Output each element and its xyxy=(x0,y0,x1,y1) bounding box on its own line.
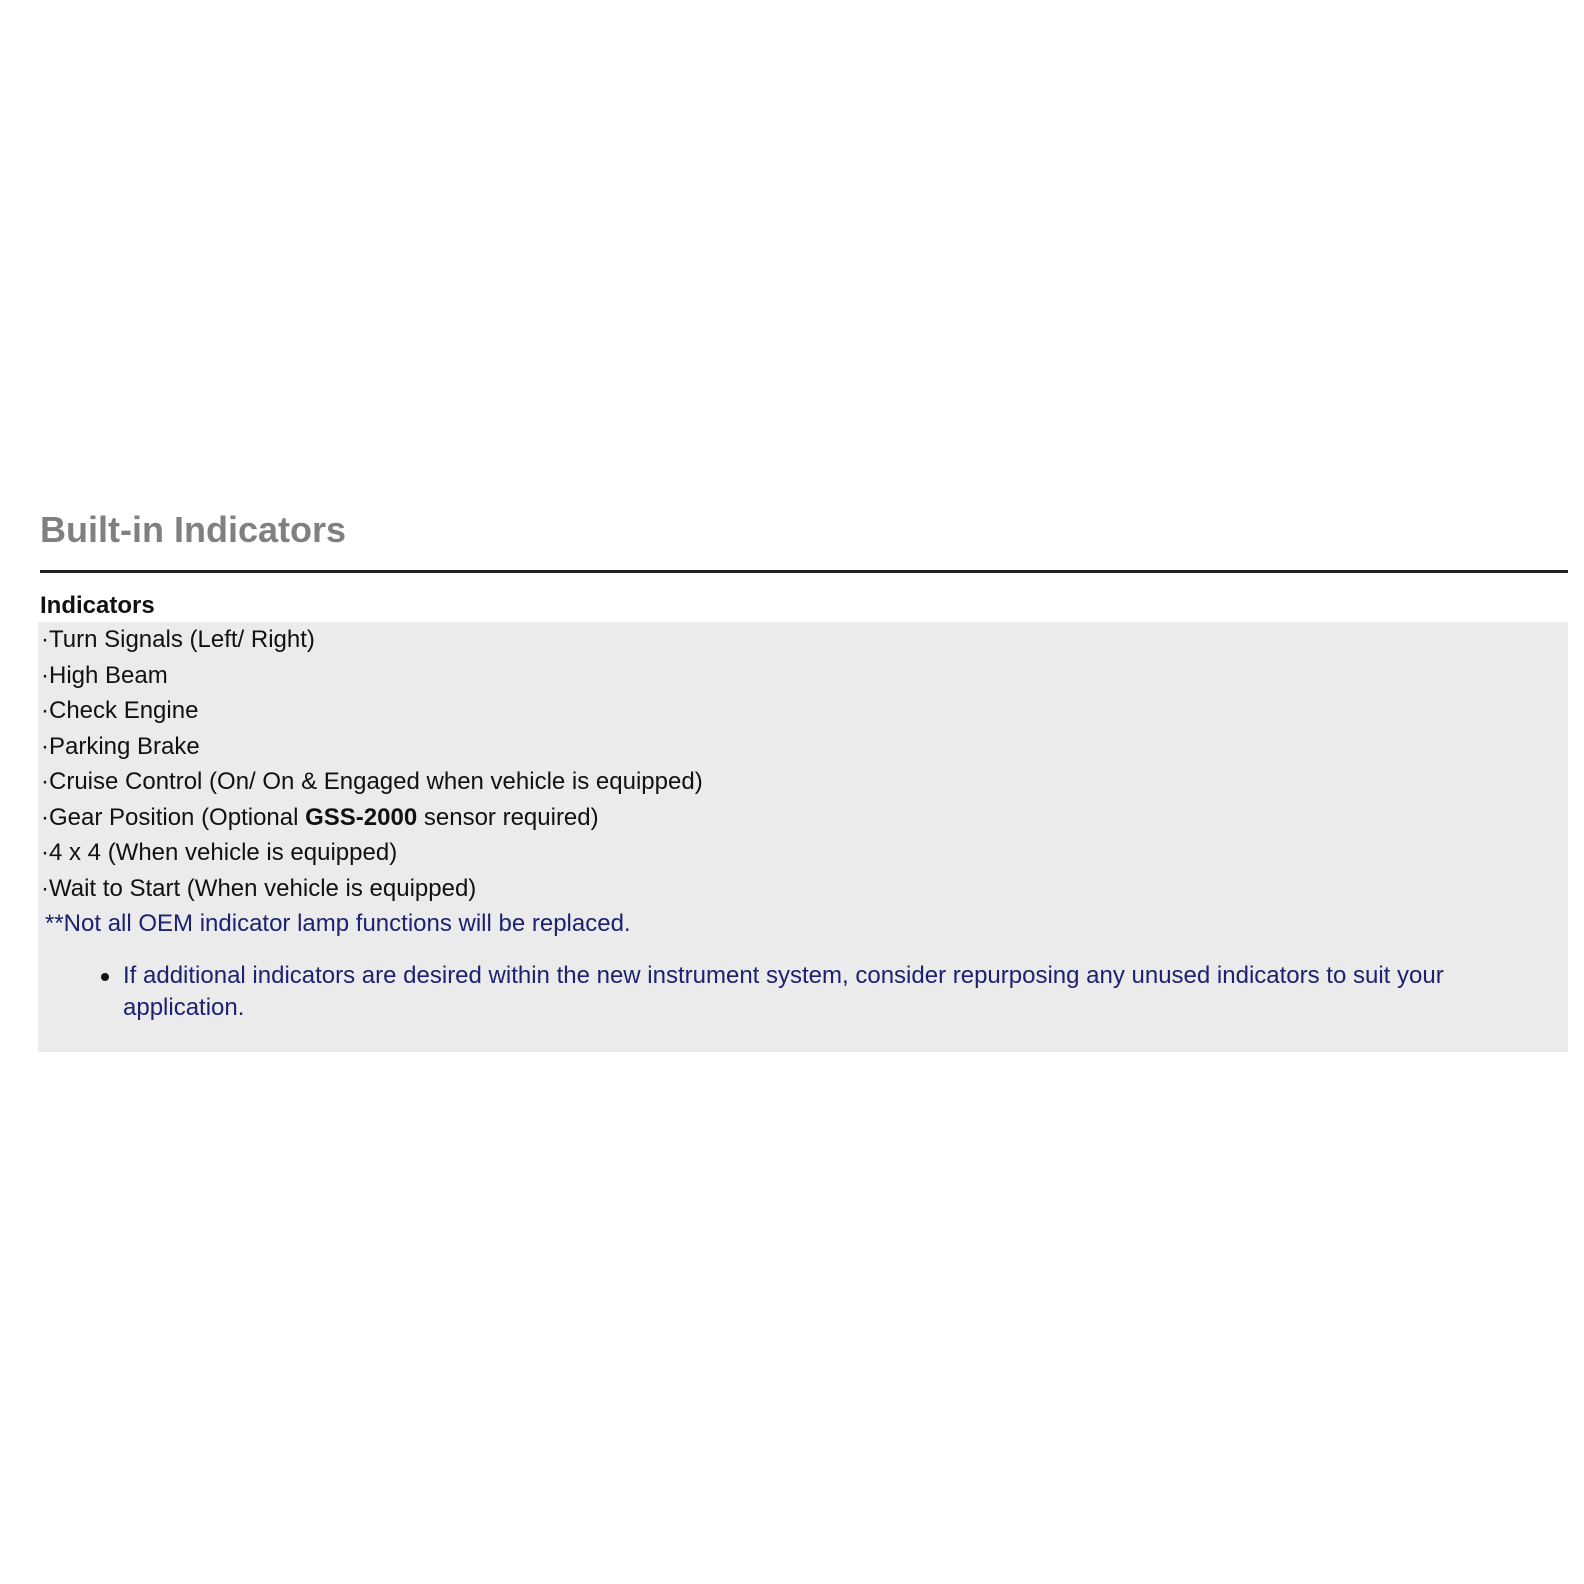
indicators-subheading: Indicators xyxy=(40,592,155,619)
indicator-text: ·Check Engine xyxy=(41,697,199,724)
indicator-item xyxy=(41,622,1568,658)
tips-list xyxy=(38,960,1568,1024)
indicator-text: ·Turn Signals (Left/ Right) xyxy=(41,626,315,653)
indicators-panel xyxy=(38,622,1568,1052)
indicator-text: ·Gear Position (Optional xyxy=(41,803,306,831)
indicator-text: ·Parking Brake xyxy=(41,732,200,760)
bullet-dot-icon xyxy=(101,973,109,981)
tip-item xyxy=(123,960,1568,1024)
replacement-note: **Not all OEM indicator lamp functions will be replaced. xyxy=(45,910,631,937)
indicator-text-suffix: sensor required) xyxy=(417,803,599,831)
indicator-text: ·4 x 4 (When vehicle is equipped) xyxy=(41,839,398,866)
indicator-text: ·High Beam xyxy=(41,661,168,689)
section-title: Built-in Indicators xyxy=(40,509,346,550)
indicator-item xyxy=(41,729,1568,765)
tip-text: If additional indicators are desired within the new instrument system, consider repurposing any unused indicators to suit your application. xyxy=(123,962,1444,1021)
sensor-model-name: GSS-2000 xyxy=(305,803,418,831)
built-in-indicators-section xyxy=(40,505,1568,1052)
indicator-item xyxy=(41,835,1568,871)
indicator-item xyxy=(41,871,1568,907)
indicator-item xyxy=(41,658,1568,694)
indicator-item xyxy=(41,764,1568,800)
indicator-item xyxy=(41,693,1568,729)
indicator-item xyxy=(41,800,1568,836)
title-divider xyxy=(40,570,1568,573)
indicator-text: ·Wait to Start (When vehicle is equipped) xyxy=(41,874,477,902)
indicator-text: ·Cruise Control (On/ On & Engaged when vehicle is equipped) xyxy=(41,768,703,795)
indicator-list xyxy=(38,622,1568,906)
